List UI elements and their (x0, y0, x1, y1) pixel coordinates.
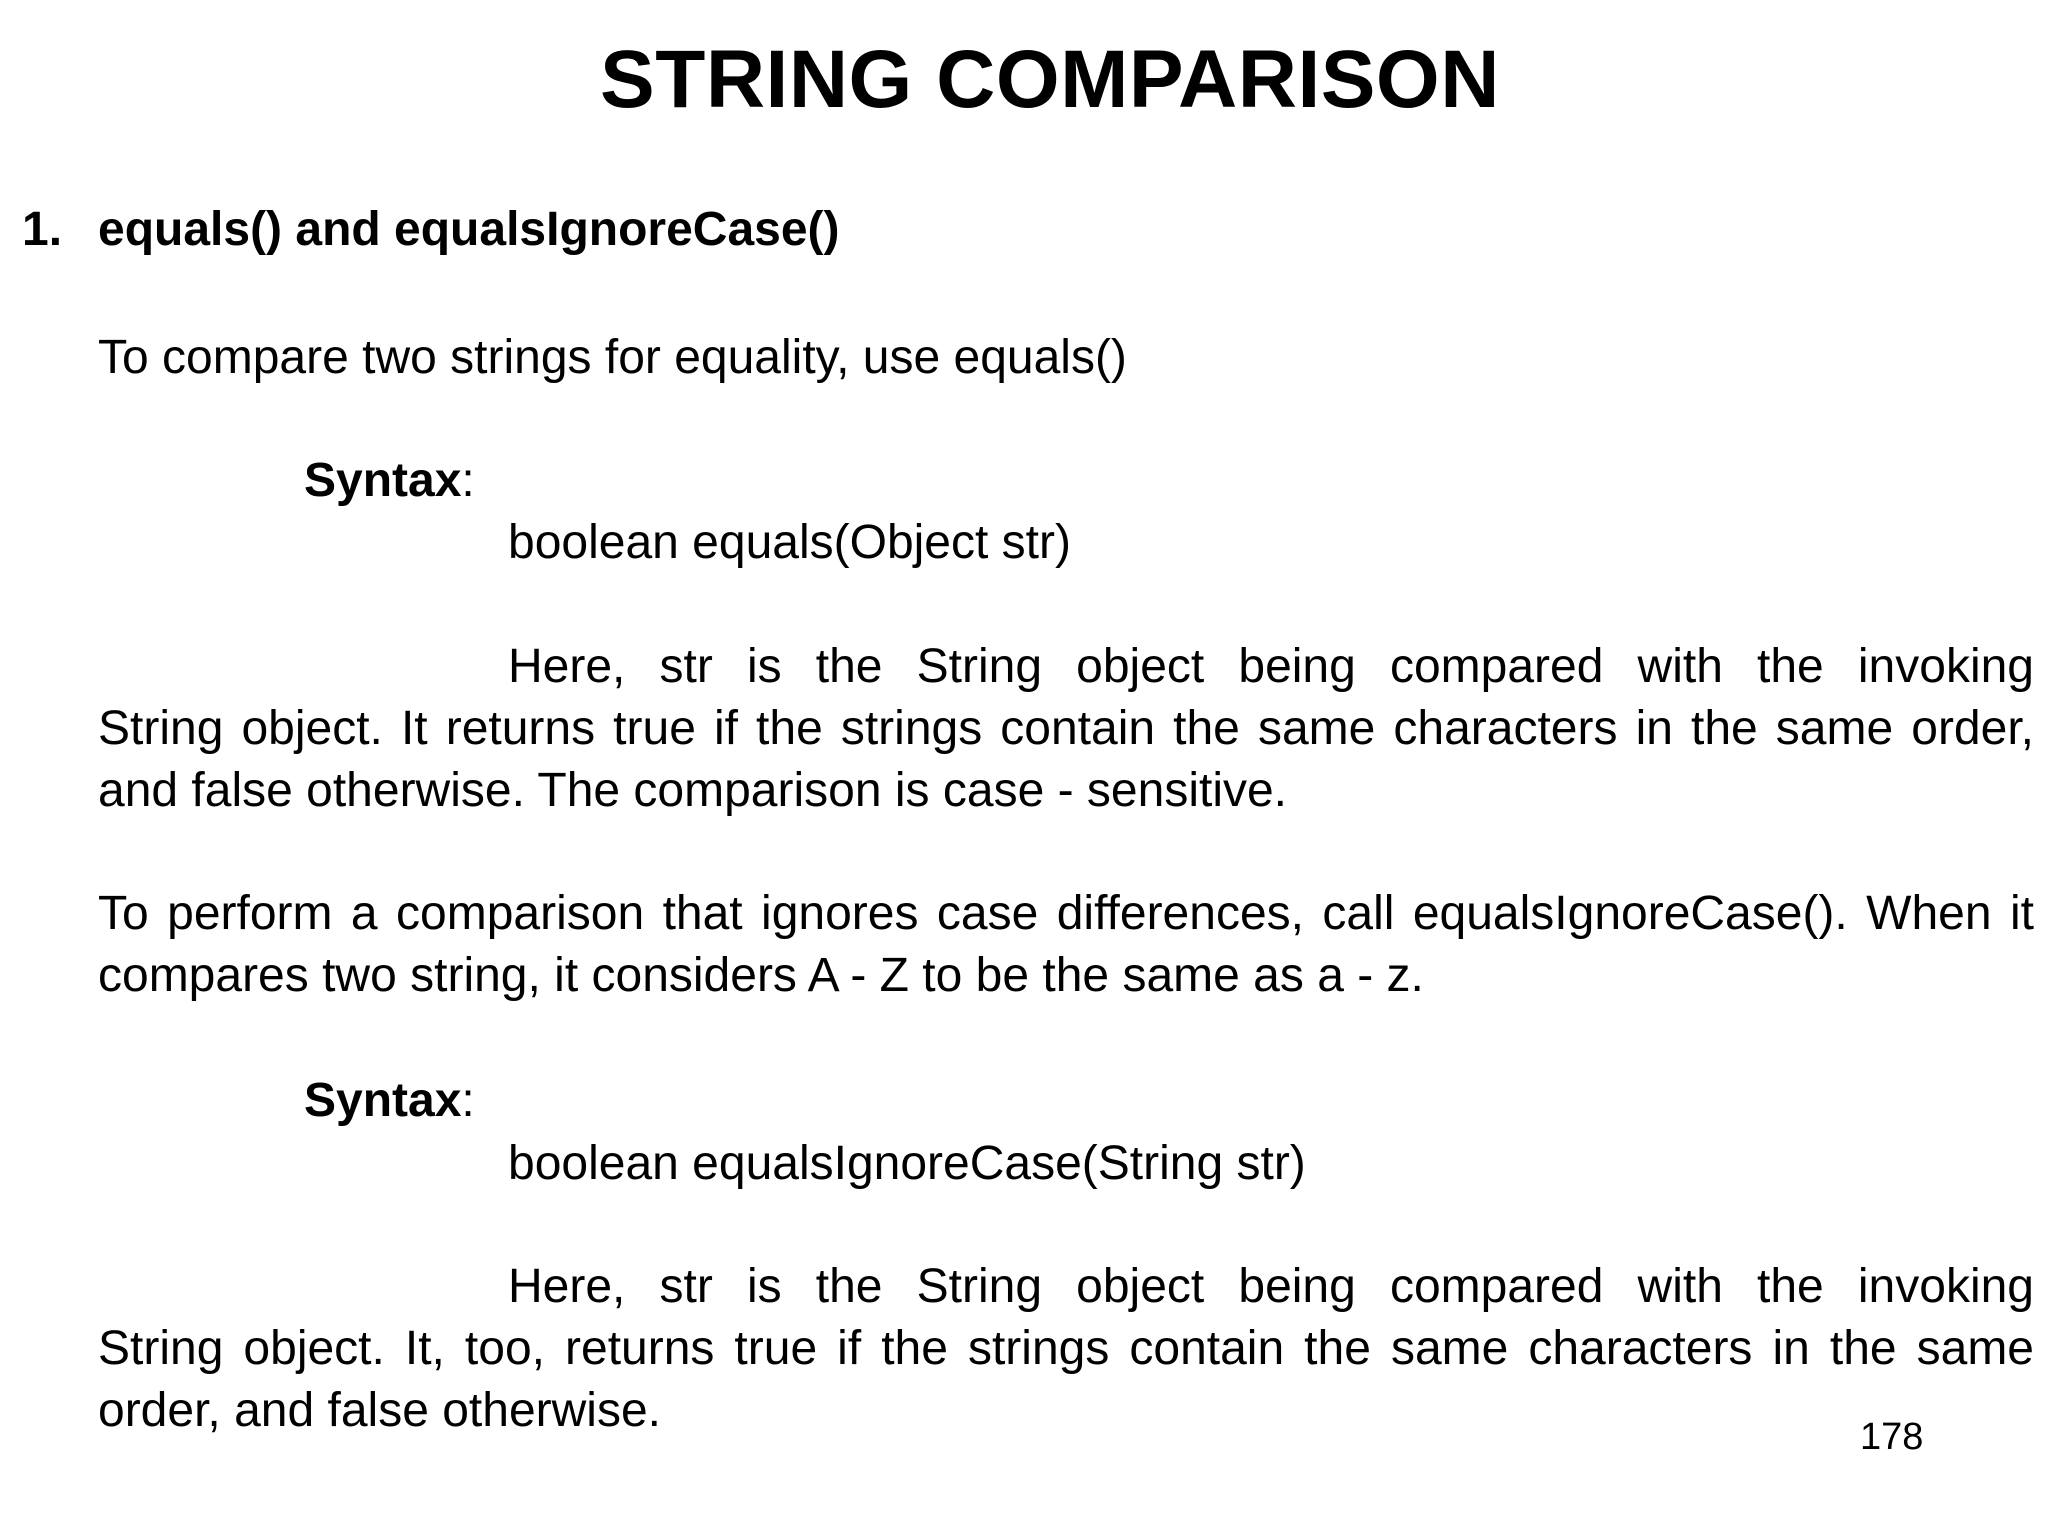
description-2-lead-line (98, 1256, 2034, 1318)
description-1-lead: Here, str is the String object being compared with the invoking (508, 640, 2034, 693)
description-paragraph-2 (98, 1256, 2034, 1442)
syntax-code-2: boolean equalsIgnoreCase(String str) (508, 1137, 1306, 1190)
syntax-label-1 (304, 451, 475, 511)
syntax-label-1-colon: : (461, 454, 475, 507)
slide-title: STRING COMPARISON (600, 34, 1500, 125)
syntax-label-2-text: Syntax (304, 1074, 462, 1127)
description-1-rest: String object. It returns true if the strings contain the same characters in the same order, and false otherwise. The comparison is case - sensitive. (98, 702, 2034, 817)
section-heading (22, 200, 840, 260)
syntax-label-2 (304, 1071, 475, 1131)
description-2-lead: Here, str is the String object being compared with the invoking (508, 1260, 2034, 1313)
intro-text: To compare two strings for equality, use equals() (98, 331, 1127, 384)
syntax-code-1: boolean equals(Object str) (508, 516, 1071, 569)
syntax-label-1-text: Syntax (304, 454, 462, 507)
section-number: 1. (22, 203, 63, 256)
page-number: 178 (1860, 1416, 1924, 1458)
section-heading-text: equals() and equalsIgnoreCase() (98, 203, 840, 256)
description-paragraph-1 (98, 636, 2034, 822)
description-2-rest: String object. It, too, returns true if the strings contain the same characters in the same order, and false otherwise. (98, 1322, 2034, 1437)
syntax-label-2-colon: : (461, 1074, 475, 1127)
ignorecase-paragraph: To perform a comparison that ignores case differences, call equalsIgnoreCase(). When it compares two string, it considers A - Z to be the same as a - z. (98, 887, 2034, 1002)
description-1-lead-line (98, 636, 2034, 698)
